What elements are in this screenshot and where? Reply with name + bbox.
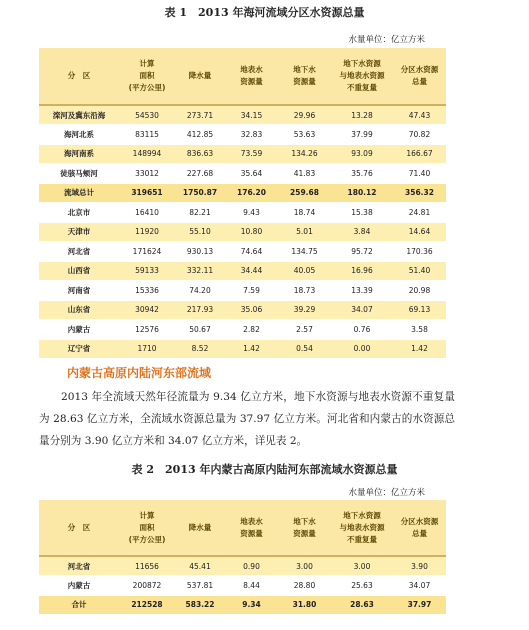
table1-value-cell: 40.05 bbox=[278, 261, 331, 281]
table1-row bbox=[39, 105, 446, 125]
table1-value-cell: 7.59 bbox=[225, 281, 278, 301]
table1-value-cell: 332.11 bbox=[175, 261, 225, 281]
table2-value-cell: 37.97 bbox=[393, 595, 446, 615]
table1-header-text: 总量 bbox=[412, 77, 427, 86]
table1-value-cell: 836.63 bbox=[175, 144, 225, 164]
table1-value-cell: 59133 bbox=[119, 261, 175, 281]
table1-header-cell bbox=[225, 48, 278, 105]
table2-value-cell: 3.00 bbox=[278, 556, 331, 576]
table1-value-cell: 176.20 bbox=[225, 183, 278, 203]
table1-row bbox=[39, 183, 446, 203]
table1-value-cell: 71.40 bbox=[393, 164, 446, 184]
table2-header-text: 计算 bbox=[139, 510, 155, 520]
table2-header-text: 地下水资源 bbox=[343, 510, 381, 520]
table1-value-cell: 3.58 bbox=[393, 320, 446, 340]
table1-region-cell: 山西省 bbox=[39, 261, 119, 281]
table1-value-cell: 170.36 bbox=[393, 242, 446, 262]
table1-value-cell: 3.84 bbox=[331, 222, 393, 242]
table1-value-cell: 24.81 bbox=[393, 203, 446, 223]
table2-header-text: 地下水 bbox=[293, 516, 316, 526]
table1-value-cell: 12576 bbox=[119, 320, 175, 340]
table1-header-text: 分区水资源 bbox=[400, 65, 439, 74]
table1-value-cell: 5.01 bbox=[278, 222, 331, 242]
table1-row bbox=[39, 125, 446, 145]
table1-region-cell: 山东省 bbox=[39, 300, 119, 320]
table1-value-cell: 35.76 bbox=[331, 164, 393, 184]
table1-header-text: (平方公里) bbox=[128, 83, 166, 92]
table2-header-cell bbox=[119, 500, 175, 556]
table1-value-cell: 134.26 bbox=[278, 144, 331, 164]
table1-header-text: 资源量 bbox=[293, 77, 316, 86]
table1-value-cell: 55.10 bbox=[175, 222, 225, 242]
table1-header-text: 不重复量 bbox=[347, 83, 377, 92]
table2-region-cell: 合计 bbox=[39, 595, 119, 615]
table1-value-cell: 1750.87 bbox=[175, 183, 225, 203]
table2-header-text: 面积 bbox=[139, 522, 155, 532]
table1-header-text: 面积 bbox=[139, 71, 155, 80]
table1-value-cell: 74.20 bbox=[175, 281, 225, 301]
table1-value-cell: 83115 bbox=[119, 125, 175, 145]
table1-header-text: 降水量 bbox=[188, 71, 212, 80]
table2-header-text: 不重复量 bbox=[347, 534, 377, 544]
table1-value-cell: 13.39 bbox=[331, 281, 393, 301]
table1-value-cell: 16410 bbox=[119, 203, 175, 223]
table1-value-cell: 0.00 bbox=[331, 339, 393, 359]
table1-row bbox=[39, 281, 446, 301]
table2-value-cell: 212528 bbox=[119, 595, 175, 615]
table2-value-cell: 34.07 bbox=[393, 576, 446, 596]
table1-header-text: 地下水资源 bbox=[343, 59, 381, 68]
table1-value-cell: 69.13 bbox=[393, 300, 446, 320]
table2-value-cell: 3.90 bbox=[393, 556, 446, 576]
table1-value-cell: 73.59 bbox=[225, 144, 278, 164]
table1-value-cell: 0.54 bbox=[278, 339, 331, 359]
table1-value-cell: 8.52 bbox=[175, 339, 225, 359]
table2 bbox=[39, 500, 446, 615]
table1-region-cell: 河南省 bbox=[39, 281, 119, 301]
table1-caption: 表 1 2013 年海河流域分区水资源总量 bbox=[164, 6, 365, 19]
table1-unit-note: 水量单位：亿立方米 bbox=[348, 35, 425, 45]
table2-value-cell: 200872 bbox=[119, 576, 175, 596]
table1-value-cell: 70.82 bbox=[393, 125, 446, 145]
table1-region-cell: 北京市 bbox=[39, 203, 119, 223]
table1-region-cell: 河北省 bbox=[39, 242, 119, 262]
table2-row bbox=[39, 576, 446, 596]
table2-row bbox=[39, 595, 446, 615]
table1-value-cell: 319651 bbox=[119, 183, 175, 203]
table1-value-cell: 16.96 bbox=[331, 261, 393, 281]
section-paragraph: 2013 年全流域天然年径流量为 9.34 亿立方米，地下水资源与地表水资源不重复量为 28.63 亿立方米，全流域水资源总量为 37.97 亿立方米。河北省和内蒙古的水资源总量分别为 3.90 亿立方米和 34.07 亿立方米，详见表 2。 bbox=[39, 391, 455, 447]
table2-header-cell bbox=[225, 500, 278, 556]
table1-row bbox=[39, 144, 446, 164]
table1-value-cell: 259.68 bbox=[278, 183, 331, 203]
table1-header-cell bbox=[331, 48, 393, 105]
table1-value-cell: 1.42 bbox=[393, 339, 446, 359]
table1-region-cell: 流域总计 bbox=[39, 183, 119, 203]
table1-row bbox=[39, 320, 446, 340]
table1-header-cell bbox=[39, 48, 119, 105]
table1-region-cell: 内蒙古 bbox=[39, 320, 119, 340]
table2-header-text: 降水量 bbox=[188, 522, 212, 532]
table1-value-cell: 34.07 bbox=[331, 300, 393, 320]
table2-value-cell: 25.63 bbox=[331, 576, 393, 596]
table1-value-cell: 11920 bbox=[119, 222, 175, 242]
table1-value-cell: 93.09 bbox=[331, 144, 393, 164]
table1-value-cell: 2.82 bbox=[225, 320, 278, 340]
table1-value-cell: 171624 bbox=[119, 242, 175, 262]
table2-row bbox=[39, 556, 446, 576]
table2-region-cell: 河北省 bbox=[39, 556, 119, 576]
table2-value-cell: 28.63 bbox=[331, 595, 393, 615]
table1-row bbox=[39, 300, 446, 320]
table1-value-cell: 180.12 bbox=[331, 183, 393, 203]
table1-value-cell: 148994 bbox=[119, 144, 175, 164]
table1-value-cell: 50.67 bbox=[175, 320, 225, 340]
table2-header-text: 资源量 bbox=[293, 528, 316, 538]
table1-value-cell: 95.72 bbox=[331, 242, 393, 262]
table1-value-cell: 412.85 bbox=[175, 125, 225, 145]
table2-unit-note: 水量单位：亿立方米 bbox=[348, 488, 425, 498]
table2-value-cell: 0.90 bbox=[225, 556, 278, 576]
table2-header-text: 与地表水资源 bbox=[339, 522, 385, 532]
table1-value-cell: 217.93 bbox=[175, 300, 225, 320]
table2-header-text: (平方公里) bbox=[128, 534, 166, 544]
table1-value-cell: 14.64 bbox=[393, 222, 446, 242]
table1-region-cell: 海河南系 bbox=[39, 144, 119, 164]
table1-value-cell: 39.29 bbox=[278, 300, 331, 320]
table1-region-cell: 滦河及冀东沿海 bbox=[39, 105, 119, 125]
table1-value-cell: 166.67 bbox=[393, 144, 446, 164]
table1-value-cell: 356.32 bbox=[393, 183, 446, 203]
table2-body bbox=[39, 556, 446, 615]
table2-value-cell: 3.00 bbox=[331, 556, 393, 576]
table1-value-cell: 227.68 bbox=[175, 164, 225, 184]
table2-region-cell: 内蒙古 bbox=[39, 576, 119, 596]
table1-header-cell bbox=[393, 48, 446, 105]
table1-header-row bbox=[39, 48, 446, 105]
table1-value-cell: 51.40 bbox=[393, 261, 446, 281]
section-heading: 内蒙古高原内陆河东部流域 bbox=[67, 366, 212, 380]
table1-region-cell: 辽宁省 bbox=[39, 339, 119, 359]
table1-header-cell bbox=[175, 48, 225, 105]
table1-value-cell: 10.80 bbox=[225, 222, 278, 242]
table1-value-cell: 74.64 bbox=[225, 242, 278, 262]
table1-row bbox=[39, 164, 446, 184]
table1-value-cell: 0.76 bbox=[331, 320, 393, 340]
table1-value-cell: 47.43 bbox=[393, 105, 446, 125]
table1-value-cell: 15336 bbox=[119, 281, 175, 301]
table2-value-cell: 28.80 bbox=[278, 576, 331, 596]
table2-header-cell bbox=[175, 500, 225, 556]
table1-value-cell: 273.71 bbox=[175, 105, 225, 125]
table1-value-cell: 53.63 bbox=[278, 125, 331, 145]
table2-header-cell bbox=[393, 500, 446, 556]
table1-header-cell bbox=[119, 48, 175, 105]
table1-region-cell: 天津市 bbox=[39, 222, 119, 242]
table1 bbox=[39, 48, 446, 359]
table1-value-cell: 1710 bbox=[119, 339, 175, 359]
table2-header-text: 地表水 bbox=[240, 516, 263, 526]
table1-header-cell bbox=[278, 48, 331, 105]
table2-value-cell: 8.44 bbox=[225, 576, 278, 596]
table1-header-text: 计算 bbox=[139, 59, 155, 68]
table2-header-text: 分 区 bbox=[67, 522, 91, 532]
table1-value-cell: 29.96 bbox=[278, 105, 331, 125]
table2-caption: 表 2 2013 年内蒙古高原内陆河东部流域水资源总量 bbox=[131, 463, 398, 476]
table1-value-cell: 20.98 bbox=[393, 281, 446, 301]
table1-value-cell: 1.42 bbox=[225, 339, 278, 359]
table1-value-cell: 35.64 bbox=[225, 164, 278, 184]
table2-value-cell: 45.41 bbox=[175, 556, 225, 576]
table1-header-text: 分 区 bbox=[67, 71, 91, 80]
table1-value-cell: 54530 bbox=[119, 105, 175, 125]
table2-value-cell: 583.22 bbox=[175, 595, 225, 615]
table2-value-cell: 9.34 bbox=[225, 595, 278, 615]
table1-value-cell: 18.73 bbox=[278, 281, 331, 301]
table1-value-cell: 134.75 bbox=[278, 242, 331, 262]
table2-header-text: 分区水资源 bbox=[400, 516, 439, 526]
table1-row bbox=[39, 203, 446, 223]
table1-row bbox=[39, 222, 446, 242]
table1-header-text: 地表水 bbox=[240, 65, 263, 74]
table2-header-text: 总量 bbox=[412, 528, 427, 538]
table1-value-cell: 34.44 bbox=[225, 261, 278, 281]
table1-region-cell: 海河北系 bbox=[39, 125, 119, 145]
table1-value-cell: 34.15 bbox=[225, 105, 278, 125]
table1-region-cell: 徒骇马颊河 bbox=[39, 164, 119, 184]
table1-value-cell: 82.21 bbox=[175, 203, 225, 223]
table2-header-text: 资源量 bbox=[240, 528, 263, 538]
table1-value-cell: 15.38 bbox=[331, 203, 393, 223]
table1-value-cell: 930.13 bbox=[175, 242, 225, 262]
table1-header-text: 资源量 bbox=[240, 77, 263, 86]
table2-header-cell bbox=[278, 500, 331, 556]
table2-value-cell: 537.81 bbox=[175, 576, 225, 596]
table1-value-cell: 35.06 bbox=[225, 300, 278, 320]
table1-value-cell: 37.99 bbox=[331, 125, 393, 145]
table1-header-text: 与地表水资源 bbox=[339, 71, 385, 80]
table1-row bbox=[39, 261, 446, 281]
table1-value-cell: 32.83 bbox=[225, 125, 278, 145]
table1-body bbox=[39, 105, 446, 359]
table1-value-cell: 9.43 bbox=[225, 203, 278, 223]
table1-value-cell: 2.57 bbox=[278, 320, 331, 340]
table2-value-cell: 31.80 bbox=[278, 595, 331, 615]
table2-header-row bbox=[39, 500, 446, 556]
table1-row bbox=[39, 242, 446, 262]
table2-value-cell: 11656 bbox=[119, 556, 175, 576]
table2-header-cell bbox=[39, 500, 119, 556]
table1-value-cell: 13.28 bbox=[331, 105, 393, 125]
table2-header-cell bbox=[331, 500, 393, 556]
table1-value-cell: 18.74 bbox=[278, 203, 331, 223]
table1-value-cell: 41.83 bbox=[278, 164, 331, 184]
table1-row bbox=[39, 339, 446, 359]
table1-value-cell: 30942 bbox=[119, 300, 175, 320]
table1-value-cell: 33012 bbox=[119, 164, 175, 184]
table1-header-text: 地下水 bbox=[293, 65, 316, 74]
